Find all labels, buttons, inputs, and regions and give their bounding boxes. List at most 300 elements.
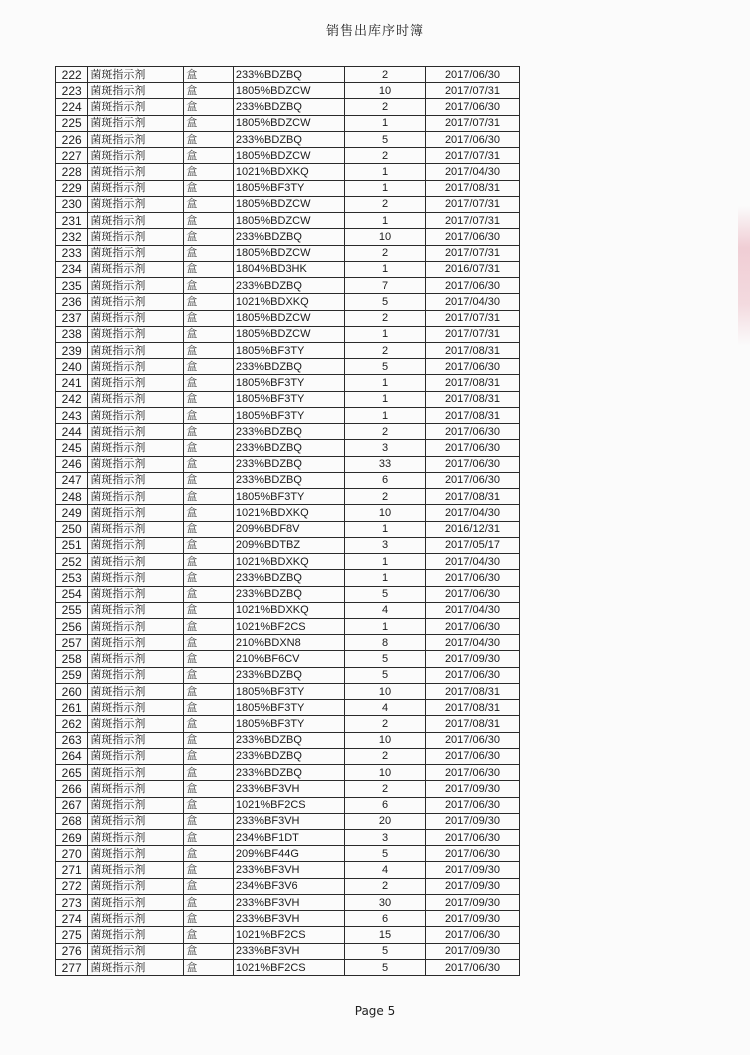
row-number-cell: 222 [56, 67, 88, 83]
product-name-cell: 菌斑指示剂 [88, 229, 184, 245]
expiry-date-cell: 2017/09/30 [425, 878, 519, 894]
product-name-cell: 菌斑指示剂 [88, 732, 184, 748]
table-row [56, 537, 520, 553]
quantity-cell: 10 [345, 505, 426, 521]
unit-cell: 盒 [184, 310, 234, 326]
table-row [56, 651, 520, 667]
unit-cell: 盒 [184, 180, 234, 196]
quantity-cell: 3 [345, 537, 426, 553]
row-number-cell: 252 [56, 554, 88, 570]
unit-cell: 盒 [184, 489, 234, 505]
expiry-date-cell: 2017/09/30 [425, 911, 519, 927]
row-number-cell: 238 [56, 326, 88, 342]
row-number-cell: 233 [56, 245, 88, 261]
batch-code-cell: 233%BDZBQ [233, 570, 344, 586]
unit-cell: 盒 [184, 959, 234, 975]
row-number-cell: 246 [56, 456, 88, 472]
row-number-cell: 274 [56, 911, 88, 927]
product-name-cell: 菌斑指示剂 [88, 148, 184, 164]
product-name-cell: 菌斑指示剂 [88, 375, 184, 391]
batch-code-cell: 233%BDZBQ [233, 99, 344, 115]
quantity-cell: 6 [345, 911, 426, 927]
quantity-cell: 5 [345, 131, 426, 147]
quantity-cell: 5 [345, 959, 426, 975]
quantity-cell: 1 [345, 326, 426, 342]
expiry-date-cell: 2017/09/30 [425, 813, 519, 829]
unit-cell: 盒 [184, 342, 234, 358]
row-number-cell: 255 [56, 602, 88, 618]
product-name-cell: 菌斑指示剂 [88, 342, 184, 358]
product-name-cell: 菌斑指示剂 [88, 489, 184, 505]
quantity-cell: 10 [345, 732, 426, 748]
batch-code-cell: 233%BDZBQ [233, 278, 344, 294]
expiry-date-cell: 2017/08/31 [425, 180, 519, 196]
quantity-cell: 3 [345, 440, 426, 456]
quantity-cell: 30 [345, 894, 426, 910]
row-number-cell: 267 [56, 797, 88, 813]
unit-cell: 盒 [184, 148, 234, 164]
quantity-cell: 2 [345, 424, 426, 440]
expiry-date-cell: 2017/04/30 [425, 294, 519, 310]
batch-code-cell: 1805%BDZCW [233, 196, 344, 212]
product-name-cell: 菌斑指示剂 [88, 830, 184, 846]
table-row [56, 440, 520, 456]
expiry-date-cell: 2017/08/31 [425, 391, 519, 407]
unit-cell: 盒 [184, 651, 234, 667]
batch-code-cell: 234%BF1DT [233, 830, 344, 846]
unit-cell: 盒 [184, 618, 234, 634]
row-number-cell: 236 [56, 294, 88, 310]
expiry-date-cell: 2017/08/31 [425, 683, 519, 699]
row-number-cell: 223 [56, 83, 88, 99]
product-name-cell: 菌斑指示剂 [88, 570, 184, 586]
quantity-cell: 33 [345, 456, 426, 472]
table-row [56, 797, 520, 813]
batch-code-cell: 233%BDZBQ [233, 586, 344, 602]
row-number-cell: 229 [56, 180, 88, 196]
product-name-cell: 菌斑指示剂 [88, 294, 184, 310]
quantity-cell: 10 [345, 765, 426, 781]
unit-cell: 盒 [184, 521, 234, 537]
batch-code-cell: 1021%BDXKQ [233, 602, 344, 618]
batch-code-cell: 233%BDZBQ [233, 440, 344, 456]
batch-code-cell: 1805%BDZCW [233, 326, 344, 342]
table-row [56, 67, 520, 83]
product-name-cell: 菌斑指示剂 [88, 196, 184, 212]
expiry-date-cell: 2017/07/31 [425, 148, 519, 164]
unit-cell: 盒 [184, 554, 234, 570]
row-number-cell: 228 [56, 164, 88, 180]
batch-code-cell: 1805%BF3TY [233, 683, 344, 699]
table-row [56, 131, 520, 147]
unit-cell: 盒 [184, 229, 234, 245]
sales-ledger-table [55, 66, 520, 976]
product-name-cell: 菌斑指示剂 [88, 326, 184, 342]
quantity-cell: 5 [345, 586, 426, 602]
expiry-date-cell: 2017/06/30 [425, 830, 519, 846]
expiry-date-cell: 2017/06/30 [425, 278, 519, 294]
unit-cell: 盒 [184, 683, 234, 699]
unit-cell: 盒 [184, 213, 234, 229]
quantity-cell: 2 [345, 342, 426, 358]
batch-code-cell: 233%BDZBQ [233, 359, 344, 375]
batch-code-cell: 1805%BDZCW [233, 83, 344, 99]
row-number-cell: 235 [56, 278, 88, 294]
expiry-date-cell: 2017/04/30 [425, 505, 519, 521]
row-number-cell: 261 [56, 700, 88, 716]
quantity-cell: 10 [345, 683, 426, 699]
table-row [56, 846, 520, 862]
expiry-date-cell: 2017/08/31 [425, 375, 519, 391]
unit-cell: 盒 [184, 294, 234, 310]
expiry-date-cell: 2017/06/30 [425, 667, 519, 683]
quantity-cell: 7 [345, 278, 426, 294]
product-name-cell: 菌斑指示剂 [88, 164, 184, 180]
table-row [56, 894, 520, 910]
quantity-cell: 5 [345, 667, 426, 683]
unit-cell: 盒 [184, 326, 234, 342]
row-number-cell: 244 [56, 424, 88, 440]
unit-cell: 盒 [184, 765, 234, 781]
batch-code-cell: 233%BDZBQ [233, 667, 344, 683]
unit-cell: 盒 [184, 164, 234, 180]
product-name-cell: 菌斑指示剂 [88, 391, 184, 407]
batch-code-cell: 1805%BF3TY [233, 375, 344, 391]
unit-cell: 盒 [184, 424, 234, 440]
expiry-date-cell: 2017/08/31 [425, 716, 519, 732]
table-row [56, 359, 520, 375]
batch-code-cell: 1804%BD3HK [233, 261, 344, 277]
table-row [56, 781, 520, 797]
batch-code-cell: 233%BF3VH [233, 781, 344, 797]
product-name-cell: 菌斑指示剂 [88, 261, 184, 277]
expiry-date-cell: 2017/09/30 [425, 651, 519, 667]
row-number-cell: 265 [56, 765, 88, 781]
batch-code-cell: 233%BDZBQ [233, 424, 344, 440]
unit-cell: 盒 [184, 440, 234, 456]
product-name-cell: 菌斑指示剂 [88, 635, 184, 651]
product-name-cell: 菌斑指示剂 [88, 586, 184, 602]
expiry-date-cell: 2017/07/31 [425, 213, 519, 229]
batch-code-cell: 209%BDTBZ [233, 537, 344, 553]
expiry-date-cell: 2017/09/30 [425, 862, 519, 878]
quantity-cell: 2 [345, 245, 426, 261]
table-row [56, 326, 520, 342]
table-row [56, 342, 520, 358]
expiry-date-cell: 2017/06/30 [425, 732, 519, 748]
row-number-cell: 226 [56, 131, 88, 147]
table-row [56, 927, 520, 943]
unit-cell: 盒 [184, 99, 234, 115]
batch-code-cell: 233%BDZBQ [233, 131, 344, 147]
expiry-date-cell: 2017/05/17 [425, 537, 519, 553]
batch-code-cell: 1805%BF3TY [233, 342, 344, 358]
row-number-cell: 257 [56, 635, 88, 651]
product-name-cell: 菌斑指示剂 [88, 846, 184, 862]
row-number-cell: 232 [56, 229, 88, 245]
product-name-cell: 菌斑指示剂 [88, 245, 184, 261]
expiry-date-cell: 2016/12/31 [425, 521, 519, 537]
table-row [56, 959, 520, 975]
table-row [56, 278, 520, 294]
expiry-date-cell: 2017/07/31 [425, 310, 519, 326]
quantity-cell: 10 [345, 83, 426, 99]
table-row [56, 196, 520, 212]
batch-code-cell: 1805%BF3TY [233, 489, 344, 505]
expiry-date-cell: 2017/07/31 [425, 115, 519, 131]
unit-cell: 盒 [184, 359, 234, 375]
expiry-date-cell: 2017/08/31 [425, 489, 519, 505]
row-number-cell: 275 [56, 927, 88, 943]
row-number-cell: 250 [56, 521, 88, 537]
product-name-cell: 菌斑指示剂 [88, 716, 184, 732]
product-name-cell: 菌斑指示剂 [88, 131, 184, 147]
table-row [56, 554, 520, 570]
row-number-cell: 225 [56, 115, 88, 131]
unit-cell: 盒 [184, 278, 234, 294]
expiry-date-cell: 2017/07/31 [425, 326, 519, 342]
expiry-date-cell: 2017/06/30 [425, 927, 519, 943]
row-number-cell: 224 [56, 99, 88, 115]
batch-code-cell: 1021%BF2CS [233, 927, 344, 943]
quantity-cell: 6 [345, 797, 426, 813]
unit-cell: 盒 [184, 846, 234, 862]
row-number-cell: 234 [56, 261, 88, 277]
expiry-date-cell: 2017/06/30 [425, 846, 519, 862]
unit-cell: 盒 [184, 781, 234, 797]
expiry-date-cell: 2017/09/30 [425, 894, 519, 910]
row-number-cell: 259 [56, 667, 88, 683]
product-name-cell: 菌斑指示剂 [88, 213, 184, 229]
table-row [56, 83, 520, 99]
quantity-cell: 1 [345, 554, 426, 570]
batch-code-cell: 233%BDZBQ [233, 456, 344, 472]
quantity-cell: 5 [345, 943, 426, 959]
table-row [56, 456, 520, 472]
product-name-cell: 菌斑指示剂 [88, 602, 184, 618]
batch-code-cell: 1805%BF3TY [233, 716, 344, 732]
quantity-cell: 4 [345, 700, 426, 716]
row-number-cell: 271 [56, 862, 88, 878]
product-name-cell: 菌斑指示剂 [88, 927, 184, 943]
expiry-date-cell: 2017/04/30 [425, 635, 519, 651]
unit-cell: 盒 [184, 375, 234, 391]
product-name-cell: 菌斑指示剂 [88, 67, 184, 83]
batch-code-cell: 1805%BF3TY [233, 391, 344, 407]
table-row [56, 310, 520, 326]
expiry-date-cell: 2017/06/30 [425, 748, 519, 764]
table-row [56, 732, 520, 748]
unit-cell: 盒 [184, 927, 234, 943]
unit-cell: 盒 [184, 635, 234, 651]
batch-code-cell: 1805%BF3TY [233, 700, 344, 716]
quantity-cell: 3 [345, 830, 426, 846]
product-name-cell: 菌斑指示剂 [88, 505, 184, 521]
product-name-cell: 菌斑指示剂 [88, 424, 184, 440]
unit-cell: 盒 [184, 830, 234, 846]
expiry-date-cell: 2017/06/30 [425, 440, 519, 456]
table-row [56, 911, 520, 927]
unit-cell: 盒 [184, 878, 234, 894]
product-name-cell: 菌斑指示剂 [88, 878, 184, 894]
product-name-cell: 菌斑指示剂 [88, 683, 184, 699]
batch-code-cell: 1805%BDZCW [233, 245, 344, 261]
product-name-cell: 菌斑指示剂 [88, 554, 184, 570]
row-number-cell: 249 [56, 505, 88, 521]
row-number-cell: 231 [56, 213, 88, 229]
unit-cell: 盒 [184, 667, 234, 683]
expiry-date-cell: 2017/04/30 [425, 164, 519, 180]
quantity-cell: 2 [345, 781, 426, 797]
product-name-cell: 菌斑指示剂 [88, 781, 184, 797]
quantity-cell: 5 [345, 846, 426, 862]
batch-code-cell: 1021%BDXKQ [233, 554, 344, 570]
unit-cell: 盒 [184, 862, 234, 878]
batch-code-cell: 1021%BF2CS [233, 618, 344, 634]
table-row [56, 813, 520, 829]
table-row [56, 748, 520, 764]
table-row [56, 765, 520, 781]
table-row [56, 602, 520, 618]
unit-cell: 盒 [184, 245, 234, 261]
table-row [56, 229, 520, 245]
expiry-date-cell: 2017/04/30 [425, 554, 519, 570]
quantity-cell: 2 [345, 716, 426, 732]
quantity-cell: 8 [345, 635, 426, 651]
product-name-cell: 菌斑指示剂 [88, 797, 184, 813]
batch-code-cell: 1805%BDZCW [233, 213, 344, 229]
expiry-date-cell: 2017/06/30 [425, 424, 519, 440]
table-row [56, 164, 520, 180]
quantity-cell: 2 [345, 99, 426, 115]
batch-code-cell: 209%BF44G [233, 846, 344, 862]
table-row [56, 667, 520, 683]
unit-cell: 盒 [184, 716, 234, 732]
batch-code-cell: 210%BF6CV [233, 651, 344, 667]
quantity-cell: 1 [345, 391, 426, 407]
expiry-date-cell: 2017/07/31 [425, 245, 519, 261]
batch-code-cell: 1021%BDXKQ [233, 505, 344, 521]
expiry-date-cell: 2016/07/31 [425, 261, 519, 277]
batch-code-cell: 1021%BDXKQ [233, 294, 344, 310]
table-row [56, 618, 520, 634]
product-name-cell: 菌斑指示剂 [88, 310, 184, 326]
expiry-date-cell: 2017/06/30 [425, 99, 519, 115]
product-name-cell: 菌斑指示剂 [88, 115, 184, 131]
expiry-date-cell: 2017/07/31 [425, 83, 519, 99]
batch-code-cell: 233%BF3VH [233, 911, 344, 927]
expiry-date-cell: 2017/04/30 [425, 602, 519, 618]
quantity-cell: 1 [345, 164, 426, 180]
unit-cell: 盒 [184, 586, 234, 602]
quantity-cell: 5 [345, 359, 426, 375]
batch-code-cell: 233%BDZBQ [233, 732, 344, 748]
batch-code-cell: 233%BDZBQ [233, 229, 344, 245]
expiry-date-cell: 2017/06/30 [425, 586, 519, 602]
batch-code-cell: 1805%BDZCW [233, 148, 344, 164]
batch-code-cell: 233%BDZBQ [233, 67, 344, 83]
quantity-cell: 4 [345, 862, 426, 878]
product-name-cell: 菌斑指示剂 [88, 180, 184, 196]
batch-code-cell: 234%BF3V6 [233, 878, 344, 894]
table-row [56, 489, 520, 505]
row-number-cell: 269 [56, 830, 88, 846]
product-name-cell: 菌斑指示剂 [88, 651, 184, 667]
quantity-cell: 1 [345, 521, 426, 537]
table-row [56, 878, 520, 894]
expiry-date-cell: 2017/08/31 [425, 407, 519, 423]
row-number-cell: 241 [56, 375, 88, 391]
batch-code-cell: 210%BDXN8 [233, 635, 344, 651]
expiry-date-cell: 2017/06/30 [425, 456, 519, 472]
table-row [56, 180, 520, 196]
unit-cell: 盒 [184, 456, 234, 472]
quantity-cell: 2 [345, 196, 426, 212]
batch-code-cell: 233%BF3VH [233, 813, 344, 829]
batch-code-cell: 233%BF3VH [233, 943, 344, 959]
batch-code-cell: 1021%BDXKQ [233, 164, 344, 180]
unit-cell: 盒 [184, 537, 234, 553]
product-name-cell: 菌斑指示剂 [88, 911, 184, 927]
product-name-cell: 菌斑指示剂 [88, 278, 184, 294]
expiry-date-cell: 2017/06/30 [425, 959, 519, 975]
expiry-date-cell: 2017/08/31 [425, 342, 519, 358]
row-number-cell: 253 [56, 570, 88, 586]
quantity-cell: 2 [345, 489, 426, 505]
table-row [56, 99, 520, 115]
expiry-date-cell: 2017/06/30 [425, 67, 519, 83]
product-name-cell: 菌斑指示剂 [88, 472, 184, 488]
row-number-cell: 258 [56, 651, 88, 667]
expiry-date-cell: 2017/08/31 [425, 700, 519, 716]
table-row [56, 148, 520, 164]
product-name-cell: 菌斑指示剂 [88, 943, 184, 959]
unit-cell: 盒 [184, 894, 234, 910]
table-row [56, 570, 520, 586]
product-name-cell: 菌斑指示剂 [88, 440, 184, 456]
product-name-cell: 菌斑指示剂 [88, 537, 184, 553]
row-number-cell: 230 [56, 196, 88, 212]
expiry-date-cell: 2017/06/30 [425, 472, 519, 488]
product-name-cell: 菌斑指示剂 [88, 407, 184, 423]
row-number-cell: 256 [56, 618, 88, 634]
page-title: 销售出库序时簿 [325, 24, 424, 39]
table-row [56, 472, 520, 488]
row-number-cell: 248 [56, 489, 88, 505]
unit-cell: 盒 [184, 911, 234, 927]
table-row [56, 683, 520, 699]
unit-cell: 盒 [184, 83, 234, 99]
unit-cell: 盒 [184, 732, 234, 748]
expiry-date-cell: 2017/06/30 [425, 765, 519, 781]
stamp-mark [738, 206, 750, 346]
table-row [56, 700, 520, 716]
row-number-cell: 273 [56, 894, 88, 910]
product-name-cell: 菌斑指示剂 [88, 99, 184, 115]
quantity-cell: 1 [345, 261, 426, 277]
table-row [56, 943, 520, 959]
table-row [56, 830, 520, 846]
row-number-cell: 262 [56, 716, 88, 732]
row-number-cell: 239 [56, 342, 88, 358]
batch-code-cell: 1805%BDZCW [233, 115, 344, 131]
table-row [56, 862, 520, 878]
row-number-cell: 254 [56, 586, 88, 602]
quantity-cell: 2 [345, 310, 426, 326]
product-name-cell: 菌斑指示剂 [88, 83, 184, 99]
quantity-cell: 2 [345, 148, 426, 164]
unit-cell: 盒 [184, 131, 234, 147]
